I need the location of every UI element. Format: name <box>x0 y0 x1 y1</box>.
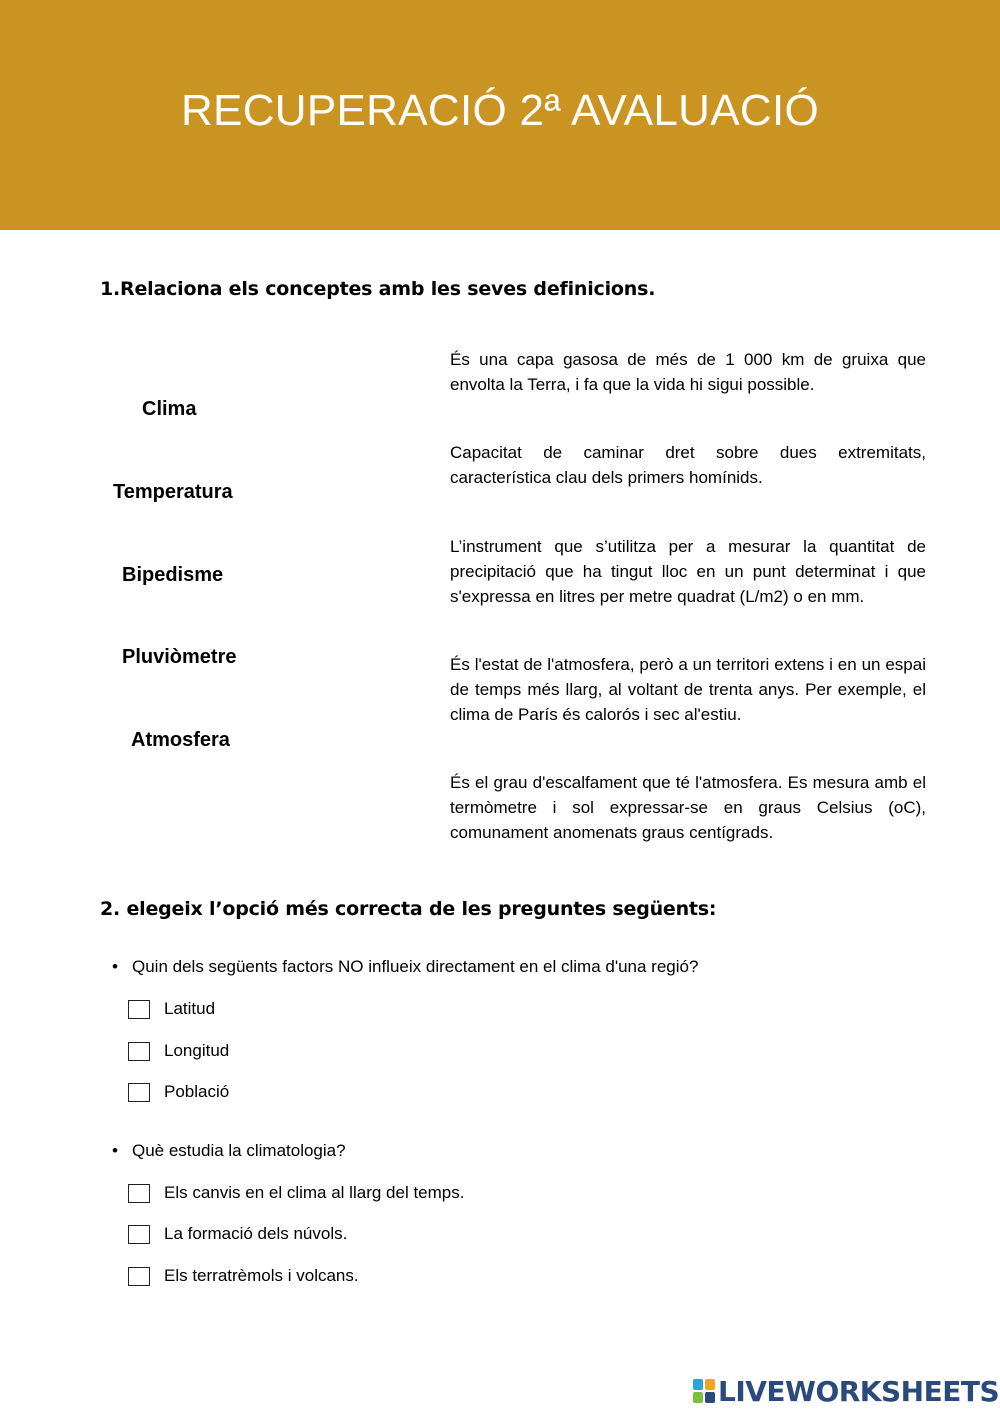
question-1 <box>112 957 698 977</box>
checkbox[interactable] <box>128 1083 150 1102</box>
q2-option-3[interactable] <box>128 1264 359 1288</box>
logo-text: LIVEWORKSHEETS <box>718 1374 1000 1408</box>
question-1-text: Quin dels següents factors NO influeix directament en el clima d'una regió? <box>132 957 699 976</box>
q1-option-1[interactable] <box>128 997 215 1021</box>
q2-option-1[interactable] <box>128 1181 464 1205</box>
question-2-text: Què estudia la climatologia? <box>132 1141 346 1160</box>
checkbox[interactable] <box>128 1184 150 1203</box>
definition-2[interactable]: Capacitat de caminar dret sobre dues extremitats, característica clau dels primers homínids. <box>450 443 926 487</box>
definition-5[interactable]: És el grau d'escalfament que té l'atmosfera. Es mesura amb el termòmetre i sol expressar-se en graus Celsius (oC), comunament anomenats graus centígrads. <box>450 773 926 842</box>
header-banner <box>0 0 1000 230</box>
logo-mark-icon <box>693 1379 715 1403</box>
option-label: Els terratrèmols i volcans. <box>164 1266 359 1285</box>
bullet-icon: • <box>112 957 118 976</box>
concept-pluviometre[interactable]: Pluviòmetre <box>122 646 237 668</box>
question-2 <box>112 1141 346 1161</box>
definition-3[interactable]: L’instrument que s’utilitza per a mesurar la quantitat de precipitació que ha tingut lloc en un punt determinat i que s'expressa en litres per metre quadrat (L/m2) o en mm. <box>450 537 926 606</box>
option-label: Els canvis en el clima al llarg del temps. <box>164 1183 465 1202</box>
concept-atmosfera[interactable]: Atmosfera <box>131 729 230 751</box>
bullet-icon: • <box>112 1141 118 1160</box>
concept-clima[interactable]: Clima <box>142 398 197 420</box>
q1-option-2[interactable] <box>128 1039 229 1063</box>
page-title: RECUPERACIÓ 2ª AVALUACIÓ <box>180 86 820 135</box>
q2-option-2[interactable] <box>128 1222 347 1246</box>
definition-4[interactable]: És l'estat de l'atmosfera, però a un territori extens i en un espai de temps més llarg, al voltant de trenta anys. Per exemple, el clima de París és calorós i sec al'estiu. <box>450 655 926 724</box>
q1-option-3[interactable] <box>128 1080 229 1104</box>
section1-title: 1.Relaciona els conceptes amb les seves definicions. <box>100 278 656 300</box>
checkbox[interactable] <box>128 1000 150 1019</box>
checkbox[interactable] <box>128 1267 150 1286</box>
option-label: Longitud <box>164 1041 230 1060</box>
concept-bipedisme[interactable]: Bipedisme <box>122 564 224 586</box>
section2-title: 2. elegeix l’opció més correcta de les preguntes següents: <box>100 898 717 920</box>
option-label: Latitud <box>164 999 216 1018</box>
option-label: Població <box>164 1082 230 1101</box>
checkbox[interactable] <box>128 1042 150 1061</box>
concept-temperatura[interactable]: Temperatura <box>113 481 233 503</box>
definition-1[interactable]: És una capa gasosa de més de 1 000 km de gruixa que envolta la Terra, i fa que la vida hi sigui possible. <box>450 350 926 394</box>
option-label: La formació dels núvols. <box>164 1224 348 1243</box>
liveworksheets-logo[interactable] <box>693 1374 999 1408</box>
checkbox[interactable] <box>128 1225 150 1244</box>
